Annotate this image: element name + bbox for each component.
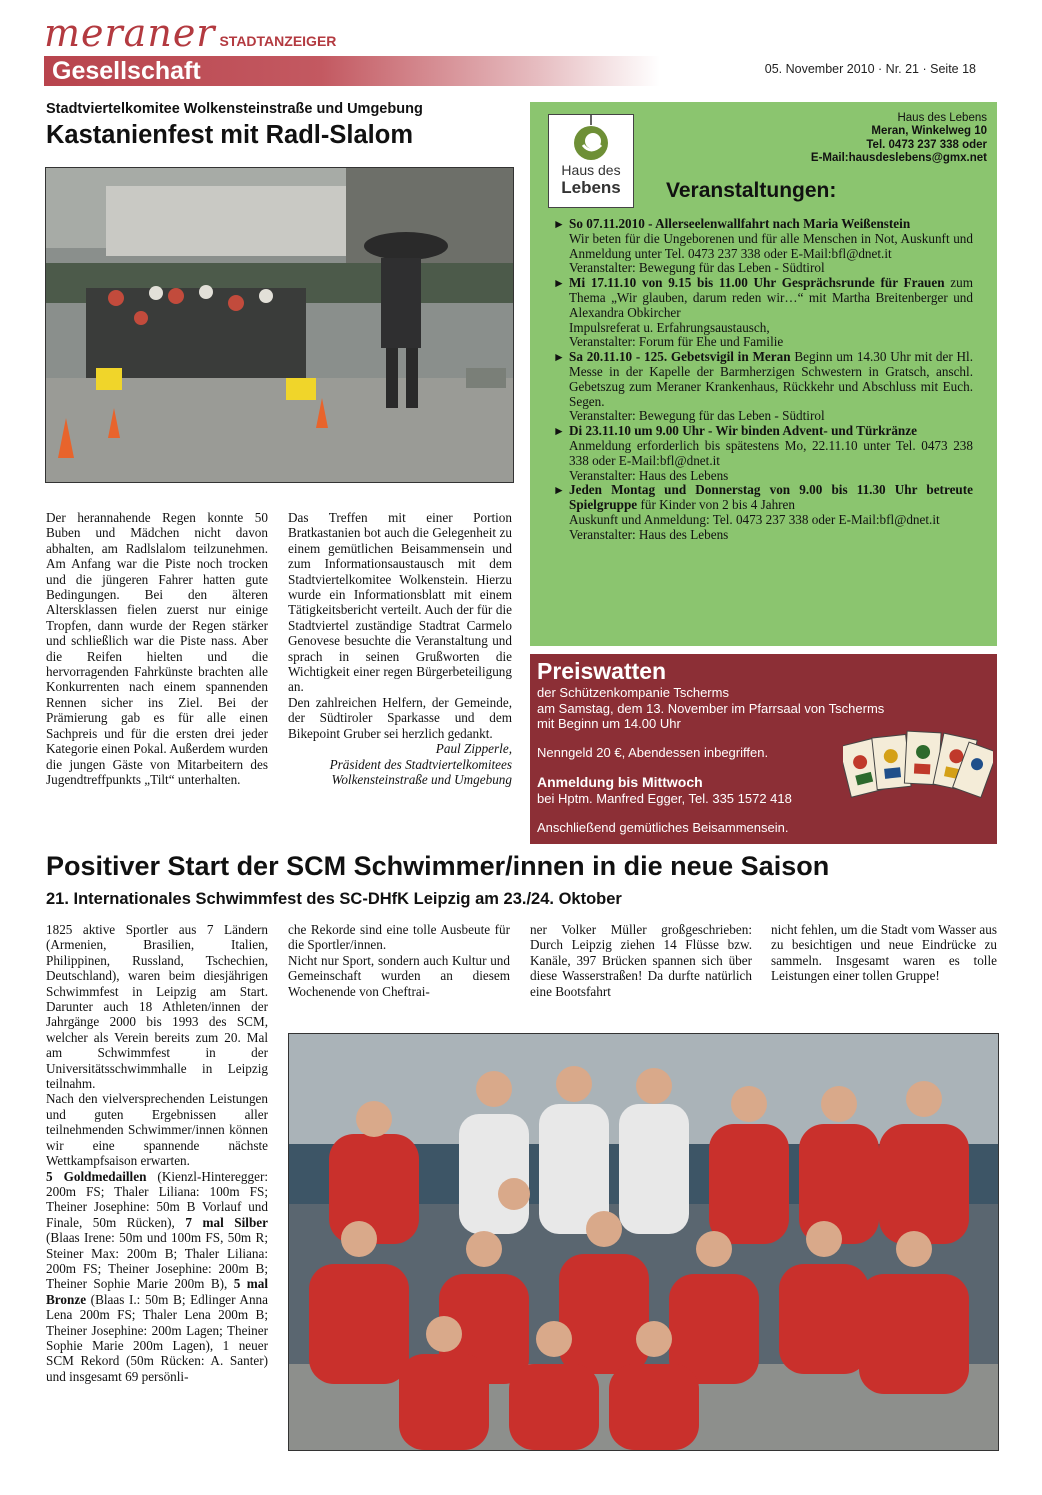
contact-line: Meran, Winkelweg 10 <box>871 125 987 138</box>
masthead <box>44 11 337 55</box>
preiswatten-line: mit Beginn um 14.00 Uhr <box>537 716 681 731</box>
photo-swim-team-graphic <box>289 1034 998 1450</box>
haus-des-lebens-contact <box>811 112 987 165</box>
article1-signature-org: Wolkensteinstraße und Umgebung <box>331 771 512 787</box>
photo-radl-slalom-graphic <box>46 168 513 482</box>
article2-kicker: 21. Internationales Schwimmfest des SC-DHfK Leipzig am 23./24. Oktober <box>46 890 622 908</box>
event-text: für Kinder von 2 bis 4 Jahren <box>640 497 796 513</box>
veranstaltungen-title: Veranstaltungen: <box>666 179 837 202</box>
event-item: ► Di 23.11.10 um 9.00 Uhr - Wir binden Advent- und Türkränze Anmeldung erforderlich bis spätestens Mo, 22.11.10 unter Tel. 0473 238 338 oder E-Mail:bfl@dnet.it Veranstalter: Haus des Lebens <box>553 423 973 483</box>
event-text-2: Auskunft und Anmeldung: Tel. 0473 237 338 oder E-Mail:bfl@dnet.it <box>569 511 940 527</box>
silver-text: (Blaas Irene: 50m und 100m FS, 50m R; Steiner Max: 200m B; Thaler Liliana: 200m FS; Theiner Josephine: 200m B; Theiner Sophie Marie 200m B), <box>46 1230 268 1292</box>
article1-signature-title: Präsident des Stadtviertelkomitees <box>329 756 512 772</box>
preiswatten-contact: bei Hptm. Manfred Egger, Tel. 335 1572 418 <box>537 791 792 806</box>
event-organizer: Veranstalter: Bewegung für das Leben - Südtirol <box>569 260 825 276</box>
event-heading: Mi 17.11.10 von 9.15 bis 11.00 Uhr Gesprächsrunde für Frauen <box>569 275 945 291</box>
haus-des-lebens-logo <box>548 114 634 208</box>
article1-col2b-text: Den zahlreichen Helfern, der Gemeinde, der Südtiroler Sparkasse und dem Bikepoint Gruber sei herzlich gedankt. <box>288 694 512 741</box>
article2-medals <box>46 1169 268 1385</box>
gold-label: 5 Goldmedaillen <box>46 1168 147 1184</box>
preiswatten-registration: Anmeldung bis Mittwoch <box>537 774 703 790</box>
contact-line: Tel. 0473 237 338 oder <box>866 138 987 151</box>
bronze-label: 5 mal Bronze <box>46 1276 268 1307</box>
event-organizer: Veranstalter: Haus des Lebens <box>569 467 729 483</box>
event-text: Wir beten für die Ungeborenen und für alle Menschen in Not, Auskunft und Anmeldung unter Tel. 0473 237 338 oder E-Mail:bfl@dnet.it <box>569 230 973 261</box>
event-list <box>553 217 973 543</box>
silver-label: 7 mal Silber <box>185 1214 268 1230</box>
preiswatten-line: am Samstag, dem 13. November im Pfarrsaal von Tscherms <box>537 701 885 716</box>
article2-col1-text-2: Nach den vielversprechenden Leistungen und guten Ergebnissen aller teilnehmenden Schwimmer/innen können wir eine spannende nächste Wettkampfsaison erwarten. <box>46 1091 268 1169</box>
bronze-text: (Blaas I.: 50m B; Edlinger Anna Lena 200m FS; Thaler Lena 200m B; Theiner Josephine: 200m Lagen; Theiner Sophie Marie 200m Lagen), 1 neuer SCM Rekord (50m Rücken: A. Santer) und insgesamt 69 persönli- <box>46 1291 268 1384</box>
article2-column2 <box>288 922 510 999</box>
article2-col3-text: ner Volker Müller großgeschrieben: Durch Leipzig ziehen 14 Flüsse bzw. Kanäle, 397 Brücken spannen sich über diese Wasserstraßen! Da durfte natürlich eine Bootsfahrt <box>530 922 752 999</box>
playing-cards-icon <box>843 722 993 822</box>
event-heading: Sa 20.11.10 - 125. Gebetsvigil in Meran <box>569 349 791 365</box>
preiswatten-line: der Schützenkompanie Tscherms <box>537 685 729 700</box>
article1-column2 <box>288 510 512 787</box>
event-text: zum Thema „Wir glauben, darum reden wir…“ mit Martha Breitenberger und Alexandra Obkircher <box>569 275 973 320</box>
event-item: ► Sa 20.11.10 - 125. Gebetsvigil in Meran Beginn um 14.30 Uhr mit der Hl. Messe in der Kapelle der Barmherzigen Schwestern in Gratsch, anschl. Gebetszug zum Meraner Krankenhaus, Rückkehr und Abschluss mit Euch. Segen. Veranstalter: Bewegung für das Leben - Südtirol <box>553 349 973 424</box>
event-organizer: Veranstalter: Forum für Ehe und Familie <box>569 334 784 350</box>
preiswatten-fee: Nenngeld 20 €, Abendessen inbegriffen. <box>537 745 769 760</box>
event-organizer: Veranstalter: Bewegung für das Leben - Südtirol <box>569 408 825 424</box>
dateline: 05. November 2010 · Nr. 21 · Seite 18 <box>764 62 976 76</box>
contact-line: Haus des Lebens <box>897 112 987 124</box>
event-text: Beginn um 14.30 Uhr mit der Hl. Messe in der Kapelle der Barmherzigen Schwestern in Gratsch, anschl. Gebetszug zum Meraner Krankenhaus, Rückkehr und Abschluss mit Euch. Segen. <box>569 349 973 409</box>
photo-radl-slalom <box>45 167 514 483</box>
preiswatten-box <box>530 654 997 844</box>
section-title: Gesellschaft <box>52 57 201 85</box>
event-item: ► Mi 17.11.10 von 9.15 bis 11.00 Uhr Gesprächsrunde für Frauen zum Thema „Wir glauben, darum reden wir…“ mit Martha Breitenberger und Alexandra Obkircher Impulsreferat u. Erfahrungsaustausch, Veranstalter: Forum für Ehe und Familie <box>553 275 973 350</box>
article1-kicker: Stadtviertelkomitee Wolkensteinstraße und Umgebung <box>46 101 423 117</box>
preiswatten-closing: Anschließend gemütliches Beisammensein. <box>537 820 789 835</box>
photo-swim-team <box>288 1033 999 1451</box>
article2-column3 <box>530 922 752 999</box>
article1-col2-text: Das Treffen mit einer Portion Bratkastanien bot auch die Gelegenheit zu einem gemütlichen Beisammensein und zum Informationsaustausch mit dem Stadtviertelkomitee Wolkenstein. Hierzu wurde ein Informationsblatt mit einem Tätigkeitsbericht verteilt. Auch der für die Stadtviertel zuständige Stadtrat Carmelo Genovese besuchte die Veranstaltung und sprach in seinen Grußworten die Wichtigkeit einer regen Bürgerbeteiligung an. <box>288 510 512 695</box>
masthead-sub: STADTANZEIGER <box>219 33 337 49</box>
event-heading: So 07.11.2010 - Allerseelenwallfahrt nach Maria Weißenstein <box>569 216 911 231</box>
contact-line: E-Mail:hausdeslebens@gmx.net <box>810 151 987 164</box>
logo-text-1: Haus des <box>561 162 621 178</box>
preiswatten-title: Preiswatten <box>537 658 667 684</box>
article2-col2-text-2: Nicht nur Sport, sondern auch Kultur und Gemeinschaft wurden an diesem Wochenende von Cheftrai- <box>288 952 510 999</box>
article2-col2-text: che Rekorde sind eine tolle Ausbeute für die Sportler/innen. <box>288 922 510 953</box>
event-text-2: Impulsreferat u. Erfahrungsaustausch, <box>569 319 770 335</box>
event-item: ► Jeden Montag und Donnerstag von 9.00 bis 11.30 Uhr betreute Spielgruppe für Kinder von 2 bis 4 Jahren Auskunft und Anmeldung: Tel. 0473 237 338 oder E-Mail:bfl@dnet.it Veranstalter: Haus des Lebens <box>553 482 973 542</box>
article2-column1 <box>46 922 268 1384</box>
event-item: ► So 07.11.2010 - Allerseelenwallfahrt nach Maria Weißenstein Wir beten für die Ungeborenen und für alle Menschen in Not, Auskunft und Anmeldung unter Tel. 0473 237 338 oder E-Mail:bfl@dnet.it Veranstalter: Bewegung für das Leben - Südtirol <box>553 216 973 276</box>
article2-column4 <box>771 922 997 984</box>
article2-col4-text: nicht fehlen, um die Stadt vom Wasser aus zu besichtigen und neue Eindrücke zu sammeln. Insgesamt waren es tolle Leistungen einer tollen Gruppe! <box>771 922 997 984</box>
masthead-logo: meraner <box>44 11 216 55</box>
event-text: Anmeldung erforderlich bis spätestens Mo, 22.11.10 unter Tel. 0473 238 338 oder E-Mail:bfl@dnet.it <box>569 437 973 468</box>
article1-col1-text: Der herannahende Regen konnte 50 Buben und Mädchen nicht davon abhalten, am Radlslalom teilzunehmen. Am Anfang war die Piste noch trocken und die jüngeren Fahrer hatten gute Bedingungen. Bei den älteren Altersklassen fielen zuerst nur einige Tropfen, dann wurde der Regen stärker und schließlich war die Piste nass. Aber die Reifen hielten und die hervorragenden Fahrkünste brachten alle Konkurrenten nach einem spannenden Rennen sicher ins Ziel. Bei der Prämierung gab es für alle einen Sachpreis und für die ersten drei jeder Kategorie einen Pokal. Außerdem wurden die jungen Gäste von Mitarbeitern des Jugendtreffpunkts „Tilt“ unterhalten. <box>46 510 268 787</box>
article1-signature-name: Paul Zipperle, <box>435 741 512 757</box>
article2-col1-text: 1825 aktive Sportler aus 7 Ländern (Armenien, Brasilien, Italien, Philippinen, Russland, Tschechien, Deutschland), waren beim diesjährigen Schwimmfest in Leipzig am Start. Darunter auch 18 Athleten/innen der Jahrgänge 2000 bis 1993 des SCM, welcher als Verein bereits zum 20. Mal am Schwimmfest in der Universitätsschwimmhalle in Leipzig teilnahm. <box>46 922 268 1092</box>
event-organizer: Veranstalter: Haus des Lebens <box>569 526 729 542</box>
section-bar <box>44 56 660 86</box>
event-heading: Di 23.11.10 um 9.00 Uhr - Wir binden Advent- und Türkränze <box>569 423 917 439</box>
gold-text: (Kienzl-Hinteregger: 200m FS; Thaler Liliana: 100m FS; Theiner Josephine: 50m B Vorlauf und Finale, 50m Rücken), <box>46 1168 268 1230</box>
event-heading: Jeden Montag und Donnerstag von 9.00 bis 11.30 Uhr betreute Spielgruppe <box>569 482 973 513</box>
logo-text-2: Lebens <box>561 178 621 197</box>
article1-column1 <box>46 510 268 787</box>
article1-headline: Kastanienfest mit Radl-Slalom <box>46 121 413 149</box>
article2-headline: Positiver Start der SCM Schwimmer/innen in die neue Saison <box>46 851 830 881</box>
